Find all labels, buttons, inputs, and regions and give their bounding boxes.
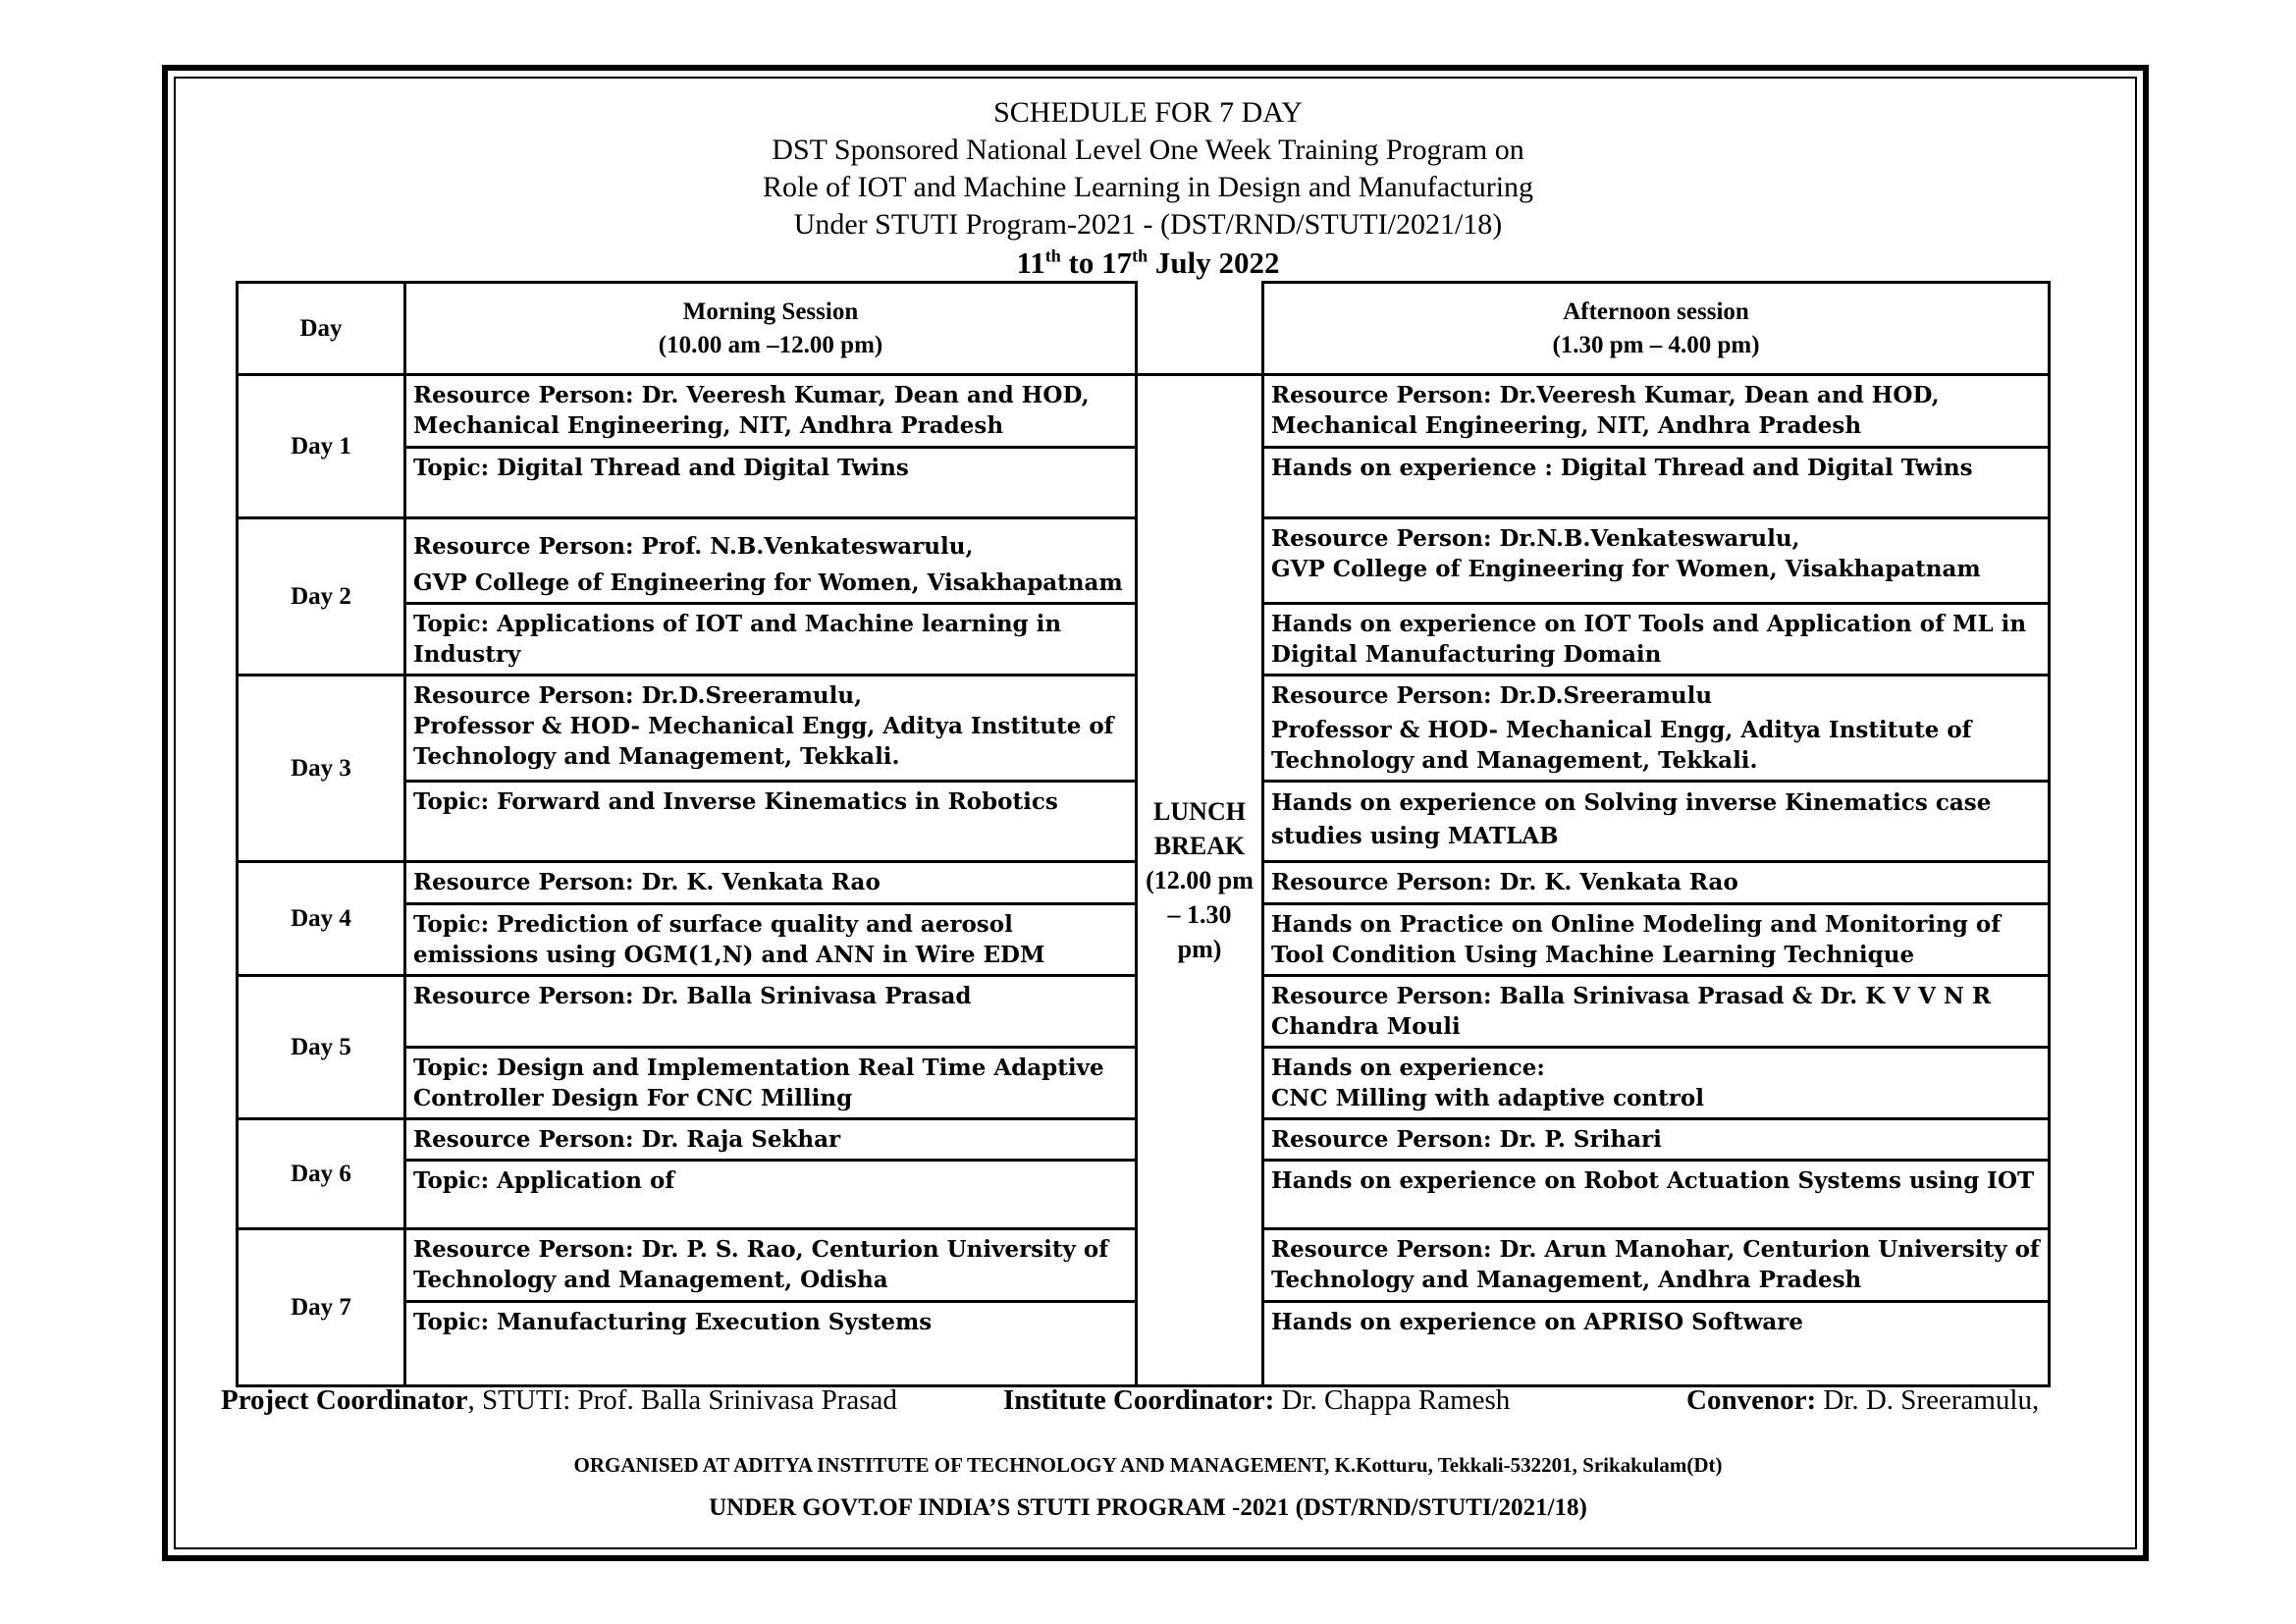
header-day: Day [238, 283, 405, 375]
program-title: DST Sponsored National Level One Week Training Program on [772, 134, 1524, 166]
header-morning: Morning Session (10.00 am –12.00 pm) [405, 283, 1137, 375]
morning-topic: Topic: Application of [405, 1161, 1137, 1229]
afternoon-resource-person: Resource Person: Dr.N.B.Venkateswarulu, GVP College of Engineering for Women, Visakhapatnam [1263, 518, 2050, 604]
morning-resource-person: Resource Person: Dr. P. S. Rao, Centurion University of Technology and Management, Odisha [405, 1229, 1137, 1302]
organised-at: ORGANISED AT ADITYA INSTITUTE OF TECHNOLOGY AND MANAGEMENT, K.Kotturu, Tekkali-532201, Srikakulam(Dt) [573, 1453, 1723, 1477]
afternoon-topic: Hands on experience: CNC Milling with adaptive control [1263, 1048, 2050, 1119]
program-dates: 11th to 17th July 2022 [1016, 245, 1280, 280]
morning-topic: Topic: Forward and Inverse Kinematics in Robotics [405, 782, 1137, 862]
morning-resource-person: Resource Person: Prof. N.B.Venkateswarulu, GVP College of Engineering for Women, Visakhapatnam [405, 518, 1137, 604]
header-lunch-gap [1137, 283, 1263, 375]
afternoon-topic: Hands on experience : Digital Thread and Digital Twins [1263, 448, 2050, 518]
day-label: Day 5 [238, 976, 405, 1119]
morning-topic: Topic: Prediction of surface quality and aerosol emissions using OGM(1,N) and ANN in Wire EDM [405, 904, 1137, 976]
program-reference: Under STUTI Program-2021 - (DST/RND/STUTI/2021/18) [793, 208, 1503, 241]
header-afternoon: Afternoon session (1.30 pm – 4.00 pm) [1263, 283, 2050, 375]
morning-topic: Topic: Design and Implementation Real Time Adaptive Controller Design For CNC Milling [405, 1048, 1137, 1119]
afternoon-topic: Hands on experience on Solving inverse Kinematics case studies using MATLAB [1263, 782, 2050, 862]
afternoon-resource-person: Resource Person: Dr. Arun Manohar, Centurion University of Technology and Management, Andhra Pradesh [1263, 1229, 2050, 1302]
afternoon-resource-person: Resource Person: Balla Srinivasa Prasad & Dr. K V V N R Chandra Mouli [1263, 976, 2050, 1048]
day-label: Day 3 [238, 676, 405, 862]
morning-resource-person: Resource Person: Dr. Balla Srinivasa Prasad [405, 976, 1137, 1048]
program-under: UNDER GOVT.OF INDIA’S STUTI PROGRAM -2021 (DST/RND/STUTI/2021/18) [709, 1494, 1587, 1521]
convenor: Convenor: Dr. D. Sreeramulu, [1686, 1384, 2040, 1416]
afternoon-topic: Hands on experience on APRISO Software [1263, 1302, 2050, 1386]
project-coordinator: Project Coordinator, STUTI: Prof. Balla Srinivasa Prasad [221, 1384, 897, 1416]
afternoon-resource-person: Resource Person: Dr.Veeresh Kumar, Dean and HOD, Mechanical Engineering, NIT, Andhra Pradesh [1263, 375, 2050, 448]
day-label: Day 7 [238, 1229, 405, 1386]
day-label: Day 6 [238, 1119, 405, 1229]
day-label: Day 2 [238, 518, 405, 676]
afternoon-topic: Hands on Practice on Online Modeling and Monitoring of Tool Condition Using Machine Learning Technique [1263, 904, 2050, 976]
lunch-break: LUNCH BREAK (12.00 pm – 1.30 pm) [1137, 375, 1263, 1386]
morning-topic: Topic: Digital Thread and Digital Twins [405, 448, 1137, 518]
document-header [0, 94, 2296, 283]
schedule-table [236, 281, 2051, 1387]
morning-resource-person: Resource Person: Dr. Raja Sekhar [405, 1119, 1137, 1161]
afternoon-resource-person: Resource Person: Dr. P. Srihari [1263, 1119, 2050, 1161]
table-row [238, 375, 2050, 448]
day-label: Day 4 [238, 862, 405, 976]
morning-resource-person: Resource Person: Dr. Veeresh Kumar, Dean and HOD, Mechanical Engineering, NIT, Andhra Pradesh [405, 375, 1137, 448]
table-header-row [238, 283, 2050, 375]
afternoon-topic: Hands on experience on IOT Tools and Application of ML in Digital Manufacturing Domain [1263, 604, 2050, 676]
institute-coordinator: Institute Coordinator: Dr. Chappa Ramesh [1003, 1384, 1511, 1416]
afternoon-resource-person: Resource Person: Dr.D.Sreeramulu Professor & HOD- Mechanical Engg, Aditya Institute of Technology and Management, Tekkali. [1263, 676, 2050, 782]
schedule-title: SCHEDULE FOR 7 DAY [993, 96, 1303, 129]
program-subtitle: Role of IOT and Machine Learning in Design and Manufacturing [762, 171, 1534, 203]
morning-topic: Topic: Applications of IOT and Machine learning in Industry [405, 604, 1137, 676]
morning-resource-person: Resource Person: Dr.D.Sreeramulu, Professor & HOD- Mechanical Engg, Aditya Institute of Technology and Management, Tekkali. [405, 676, 1137, 782]
morning-topic: Topic: Manufacturing Execution Systems [405, 1302, 1137, 1386]
day-label: Day 1 [238, 375, 405, 518]
afternoon-resource-person: Resource Person: Dr. K. Venkata Rao [1263, 862, 2050, 904]
afternoon-topic: Hands on experience on Robot Actuation Systems using IOT [1263, 1161, 2050, 1229]
morning-resource-person: Resource Person: Dr. K. Venkata Rao [405, 862, 1137, 904]
